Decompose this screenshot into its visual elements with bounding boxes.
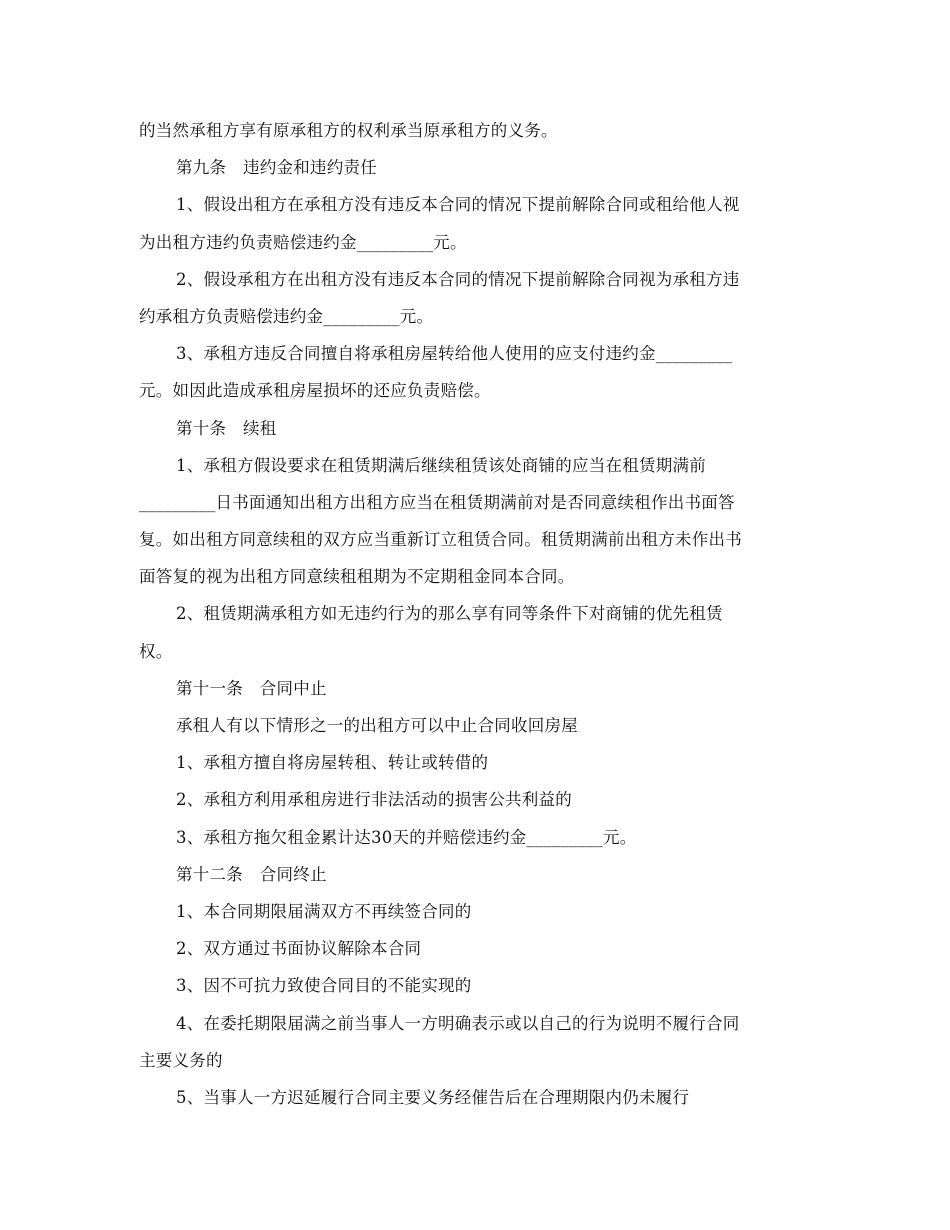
text-line: 3、承租方违反合同擅自将承租房屋转给他人使用的应支付违约金_________ — [176, 344, 733, 364]
text-line: 2、假设承租方在出租方没有违反本合同的情况下提前解除合同视为承租方违 — [176, 269, 740, 289]
document-body — [139, 112, 819, 1116]
text-line: 承租人有以下情形之一的出租方可以中止合同收回房屋 — [176, 716, 578, 735]
text-line: 元。如因此造成承租房屋损坏的还应负责赔偿。 — [139, 381, 491, 401]
text-line: 主要义务的 — [139, 1050, 223, 1070]
text-line: 3、承租方拖欠租金累计达30天的并赔偿违约金_________元。 — [176, 827, 637, 847]
text-line: 2、承租方利用承租房进行非法活动的损害公共利益的 — [176, 790, 572, 810]
text-line: 为出租方违约负责赔偿违约金_________元。 — [139, 232, 467, 252]
text-line: 1、假设出租方在承租方没有违反本合同的情况下提前解除合同或租给他人视 — [176, 195, 740, 215]
text-line: _________日书面通知出租方出租方应当在租赁期满前对是否同意续租作出书面答 — [139, 492, 735, 512]
text-line: 1、承租方假设要求在租赁期满后继续租赁该处商铺的应当在租赁期满前 — [176, 455, 706, 475]
text-line: 1、承租方擅自将房屋转租、转让或转借的 — [176, 753, 489, 773]
text-line: 2、租赁期满承租方如无违约行为的那么享有同等条件下对商铺的优先租赁 — [176, 604, 723, 624]
text-line: 约承租方负责赔偿违约金_________元。 — [139, 306, 434, 326]
text-line: 面答复的视为出租方同意续租租期为不定期租金同本合同。 — [139, 567, 575, 587]
text-line: 2、双方通过书面协议解除本合同 — [176, 939, 422, 959]
text-line: 3、因不可抗力致使合同目的不能实现的 — [176, 976, 472, 996]
text-line: 4、在委托期限届满之前当事人一方明确表示或以自己的行为说明不履行合同 — [176, 1013, 740, 1033]
text-line: 权。 — [139, 641, 173, 661]
text-line: 复。如出租方同意续租的双方应当重新订立租赁合同。租赁期满前出租方未作出书 — [139, 530, 742, 550]
text-line: 1、本合同期限届满双方不再续签合同的 — [176, 901, 472, 921]
text-line: 5、当事人一方迟延履行合同主要义务经催告后在合理期限内仍未履行 — [176, 1087, 690, 1107]
text-line: 第十一条 合同中止 — [176, 678, 327, 698]
text-line: 第十条 续租 — [176, 418, 277, 438]
text-line: 第九条 违约金和违约责任 — [176, 158, 377, 178]
text-line: 第十二条 合同终止 — [176, 864, 327, 884]
text-line: 的当然承租方享有原承租方的权利承当原承租方的义务。 — [139, 121, 558, 140]
